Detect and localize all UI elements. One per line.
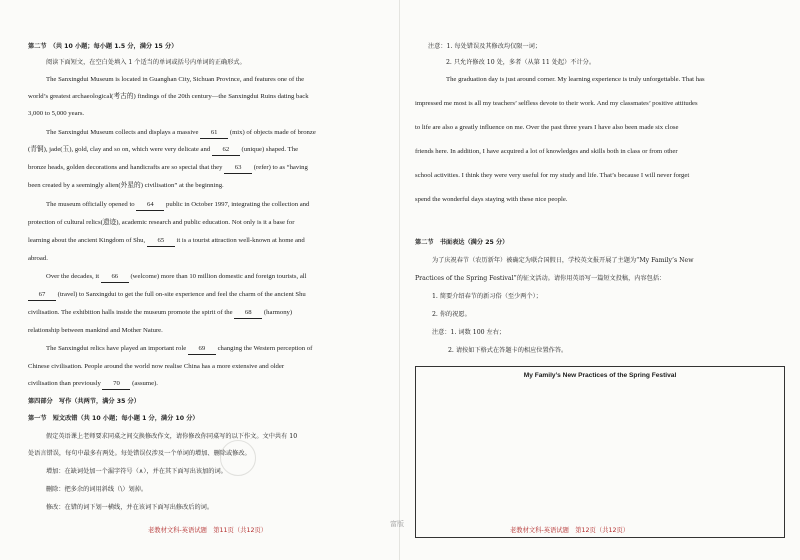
passage-text: (青铜), jade(玉), gold, clay and so on, which were very delicate and xyxy=(28,146,211,153)
task-line: Practices of the Spring Festival”的征文活动。请你用英语写一篇短文投稿，内容包括： xyxy=(415,275,666,282)
passage-line xyxy=(28,145,298,156)
passage-text: civilisation. The exhibition halls inside the museum promote the spirit of the xyxy=(28,309,233,316)
blank-65[interactable]: 65 xyxy=(147,236,175,247)
watermark: 富版 xyxy=(390,520,404,528)
passage-text: (welcome) more than 10 million domestic and foreign tourists, all xyxy=(130,273,307,280)
passage-text: civilisation than previously xyxy=(28,380,101,387)
essay-line: spend the wonderful days staying with these nice people. xyxy=(415,196,568,203)
passage-line xyxy=(46,200,309,211)
blank-63[interactable]: 63 xyxy=(224,163,252,174)
passage-text: (mix) of objects made of bronze xyxy=(229,129,316,136)
passage-line xyxy=(28,379,158,390)
note-2: 2. 只允许修改 10 处，多者（从第 11 处起）不计分。 xyxy=(446,59,596,66)
section1-instruction: 假定英语课上老师要求同桌之间交换修改作文，请你修改你同桌写的以下作文。文中共有 10 xyxy=(46,433,298,440)
essay-line: friends here. In addition, I have acquired a lot of knowledges and skills both in class or from other xyxy=(415,148,678,155)
passage-line xyxy=(28,308,292,319)
passage-text: bronze heads, golden decorations and handicrafts are so special that they xyxy=(28,164,223,171)
answer-box-title: My Family’s New Practices of the Spring Festival xyxy=(523,372,677,379)
passage-text: (unique) shaped. The xyxy=(241,146,299,153)
passage-text: public in October 1997, integrating the collection and xyxy=(166,201,310,208)
passage-text: changing the Western perception of xyxy=(217,345,313,352)
blank-69[interactable]: 69 xyxy=(188,344,216,355)
passage-text: The Sanxingdui relics have played an important role xyxy=(46,345,187,352)
faint-stamp-mark xyxy=(220,440,256,476)
section1-instruction: 处语言错误，每句中最多有两处。每处错误仅涉及一个单词的增加、删除或修改。 xyxy=(28,450,251,457)
essay-line: impressed me most is all my teachers’ selfless devote to their work. And my classmates’ positive attitudes xyxy=(415,100,698,107)
passage-text: (refer) to as “having xyxy=(253,164,308,171)
essay-line: The graduation day is just around corner. My learning experience is truly unforgettable. That has xyxy=(446,76,705,83)
passage-line: protection of cultural relics(遗迹), academic research and public education. Not only is it a base for xyxy=(28,219,295,226)
passage-text: (harmony) xyxy=(263,309,293,316)
passage-line xyxy=(46,344,312,355)
essay-line: school activities. I think they were very useful for my study and life. That’s because I will never forget xyxy=(415,172,690,179)
blank-61[interactable]: 61 xyxy=(200,128,228,139)
requirement-2: 2. 你的祝愿。 xyxy=(432,311,471,318)
part4-header: 第四部分 写作（共两节，满分 35 分） xyxy=(28,398,140,405)
passage-line: The Sanxingdui Museum is located in Guanghan City, Sichuan Province, and features one of the xyxy=(46,76,305,83)
passage-line xyxy=(28,163,308,174)
passage-line xyxy=(28,236,305,247)
passage-line xyxy=(46,128,316,139)
passage-line xyxy=(46,272,307,283)
passage-text: (travel) to Sanxingdui to get the full on-site experience and feel the charm of the ancient Shu xyxy=(57,291,306,298)
rule-add: 增加：在缺词处加一个漏字符号（∧），并在其下面写出该加的词。 xyxy=(46,468,227,475)
essay-line: to life are also a greatly influence on me. Over the past three years I have also been made six close xyxy=(415,124,679,131)
blank-67[interactable]: 67 xyxy=(28,290,56,301)
note-1: 注意：1. 每处错误及其修改均仅限一词； xyxy=(428,43,542,50)
section2-instruction: 阅读下面短文，在空白处填入 1 个适当的单词或括号内单词的正确形式。 xyxy=(46,59,246,66)
section2-header: 第二节 （共 10 小题；每小题 1.5 分，满分 15 分） xyxy=(28,43,178,50)
requirement-1: 1. 简要介绍春节的新习俗（至少两个）； xyxy=(432,293,542,300)
section1-header: 第一节 短文改错（共 10 小题；每小题 1 分，满分 10 分） xyxy=(28,415,199,422)
passage-line: relationship between mankind and Mother Nature. xyxy=(28,327,163,334)
passage-line: 3,000 to 5,000 years. xyxy=(28,110,85,117)
page-footer-left: 老教材文科-英语试题 第11页（共12页） xyxy=(148,527,268,534)
passage-text: The museum officially opened to xyxy=(46,201,135,208)
passage-line: been created by a seemingly alien(外星的) civilisation” at the beginning. xyxy=(28,182,224,189)
rule-delete: 删除：把多余的词用斜线（\）划掉。 xyxy=(46,486,148,493)
blank-66[interactable]: 66 xyxy=(101,272,129,283)
right-page xyxy=(400,0,800,560)
blank-70[interactable]: 70 xyxy=(102,379,130,390)
passage-line: world’s greatest archaeological(考古的) findings of the 20th century—the Sanxingdui Ruins dating back xyxy=(28,93,309,100)
passage-text: learning about the ancient Kingdom of Shu, xyxy=(28,237,146,244)
task-line: 为了庆祝春节（农历新年）被确定为联合国假日，学校英文报开展了主题为“My Family’s New xyxy=(432,257,694,264)
blank-62[interactable]: 62 xyxy=(212,145,240,156)
passage-line: abroad. xyxy=(28,255,48,262)
passage-text: Over the decades, it xyxy=(46,273,100,280)
passage-line xyxy=(28,290,306,301)
passage-text: it is a tourist attraction well-known at home and xyxy=(176,237,305,244)
attention-2: 2. 请按如下格式在答题卡的相应位置作答。 xyxy=(448,347,568,354)
passage-line: Chinese civilisation. People around the world now realise China has a more extensive and older xyxy=(28,363,285,370)
blank-68[interactable]: 68 xyxy=(234,308,262,319)
page-footer-right: 老教材文科-英语试题 第12页（共12页） xyxy=(510,527,630,534)
blank-64[interactable]: 64 xyxy=(136,200,164,211)
passage-text: (assume). xyxy=(132,380,158,387)
answer-box[interactable] xyxy=(415,366,785,538)
rule-modify: 修改：在错的词下划一横线，并在该词下面写出修改后的词。 xyxy=(46,504,214,511)
section2-writing-header: 第二节 书面表达（满分 25 分） xyxy=(415,239,509,246)
passage-text: The Sanxingdui Museum collects and displays a massive xyxy=(46,129,199,136)
attention-1: 注意：1. 词数 100 左右； xyxy=(432,329,506,336)
